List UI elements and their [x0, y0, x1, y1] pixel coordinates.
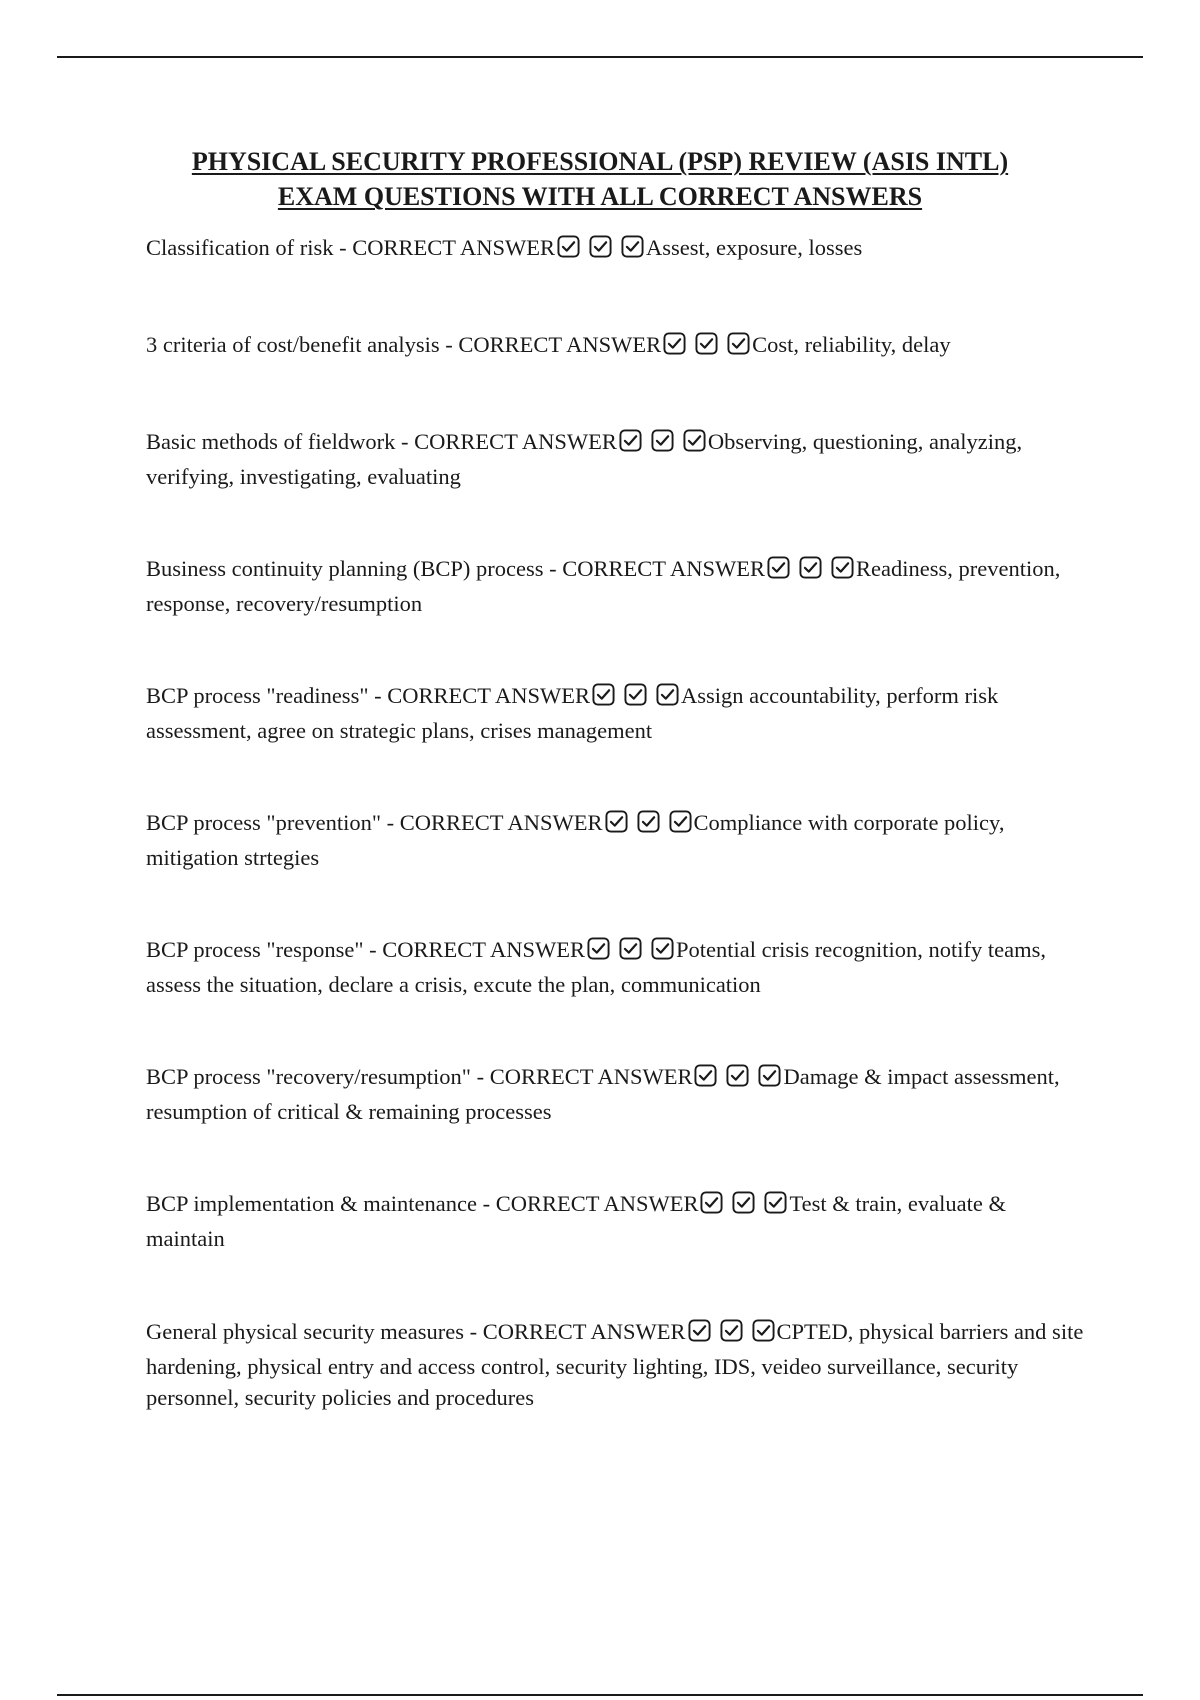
correct-answer-label: CORRECT ANSWER	[489, 1064, 693, 1089]
correct-answer-label: CORRECT ANSWER	[495, 1191, 699, 1216]
checked-box-icon	[651, 429, 674, 452]
check-marks	[557, 235, 645, 267]
qa-entry: BCP implementation & maintenance - CORRECT ANSWER Test & train, evaluate & maintain	[146, 1191, 1006, 1251]
qa-entry: BCP process "readiness" - CORRECT ANSWER Assign accountability, perform risk assessment, agree on strategic plans, crises management	[146, 683, 999, 743]
checked-box-icon	[587, 937, 610, 960]
qa-term: Classification of risk	[146, 235, 334, 260]
checked-box-icon	[621, 235, 644, 258]
qa-answer: Test & train, evaluate & maintain	[146, 1191, 1006, 1251]
qa-answer: Readiness, prevention, response, recovery/resumption	[146, 556, 1061, 616]
checked-box-icon	[720, 1319, 743, 1342]
qa-term: BCP process "readiness"	[146, 683, 369, 708]
correct-answer-label: CORRECT ANSWER	[387, 683, 591, 708]
checked-box-icon	[726, 1064, 749, 1087]
qa-term: BCP process "recovery/resumption"	[146, 1064, 471, 1089]
checked-box-icon	[624, 683, 647, 706]
qa-answer: Observing, questioning, analyzing, verifying, investigating, evaluating	[146, 429, 1023, 489]
checked-box-icon	[656, 683, 679, 706]
check-marks	[592, 683, 680, 715]
bottom-rule	[57, 1694, 1143, 1696]
checked-box-icon	[619, 937, 642, 960]
checked-box-icon	[799, 556, 822, 579]
checked-box-icon	[767, 556, 790, 579]
qa-term: Basic methods of fieldwork	[146, 429, 396, 454]
correct-answer-label: CORRECT ANSWER	[562, 556, 765, 581]
correct-answer-label: CORRECT ANSWER	[352, 235, 555, 260]
checked-box-icon	[663, 332, 686, 355]
qa-entry: BCP process "recovery/resumption" - CORRECT ANSWER Damage & impact assessment, resumption of critical & remaining processes	[146, 1064, 1060, 1124]
checked-box-icon	[694, 1064, 717, 1087]
title-line-2: EXAM QUESTIONS WITH ALL CORRECT ANSWERS	[277, 182, 923, 211]
checked-box-icon	[683, 429, 706, 452]
check-marks	[605, 810, 693, 842]
document-title	[120, 144, 1080, 214]
top-rule	[57, 56, 1143, 58]
qa-answer: Assest, exposure, losses	[645, 235, 863, 260]
checked-box-icon	[695, 332, 718, 355]
qa-answer: Compliance with corporate policy, mitigation strtegies	[146, 810, 1005, 870]
checked-box-icon	[688, 1319, 711, 1342]
checked-box-icon	[589, 235, 612, 258]
qa-term: BCP process "response"	[146, 937, 364, 962]
checked-box-icon	[831, 556, 854, 579]
qa-entry: BCP process "response" - CORRECT ANSWER Potential crisis recognition, notify teams, assess the situation, declare a crisis, excute the plan, communication	[146, 937, 1046, 997]
check-marks	[700, 1191, 788, 1223]
qa-term: 3 criteria of cost/benefit analysis	[146, 332, 440, 357]
check-marks	[688, 1319, 776, 1351]
qa-entry: 3 criteria of cost/benefit analysis - CORRECT ANSWER Cost, reliability, delay	[146, 329, 1086, 364]
qa-answer: Damage & impact assessment, resumption of critical & remaining processes	[146, 1064, 1060, 1124]
checked-box-icon	[732, 1191, 755, 1214]
checked-box-icon	[727, 332, 750, 355]
checked-box-icon	[758, 1064, 781, 1087]
checked-box-icon	[669, 810, 692, 833]
qa-term: BCP process "prevention"	[146, 810, 382, 835]
qa-entry: General physical security measures - CORRECT ANSWER CPTED, physical barriers and site hardening, physical entry and access control, security lighting, IDS, veideo surveillance, security personnel, security policies and procedures	[146, 1319, 1084, 1410]
title-line-1: PHYSICAL SECURITY PROFESSIONAL (PSP) REVIEW (ASIS INTL)	[191, 147, 1009, 176]
check-marks	[767, 556, 855, 588]
qa-entry: Classification of risk - CORRECT ANSWER Assest, exposure, losses	[146, 232, 1086, 267]
checked-box-icon	[619, 429, 642, 452]
checked-box-icon	[605, 810, 628, 833]
qa-answer: CPTED, physical barriers and site hardening, physical entry and access control, security lighting, IDS, veideo surveillance, security personnel, security policies and procedures	[146, 1319, 1084, 1410]
qa-term: General physical security measures	[146, 1319, 464, 1344]
qa-answer: Cost, reliability, delay	[752, 332, 951, 357]
qa-answer: Potential crisis recognition, notify teams, assess the situation, declare a crisis, excute the plan, communication	[146, 937, 1046, 997]
check-marks	[663, 332, 751, 364]
qa-entry: BCP process "prevention" - CORRECT ANSWER Compliance with corporate policy, mitigation strtegies	[146, 810, 1005, 870]
checked-box-icon	[764, 1191, 787, 1214]
correct-answer-label: CORRECT ANSWER	[414, 429, 617, 454]
qa-answer: Assign accountability, perform risk assessment, agree on strategic plans, crises management	[146, 683, 999, 743]
correct-answer-label: CORRECT ANSWER	[399, 810, 603, 835]
check-marks	[619, 429, 707, 461]
correct-answer-label: CORRECT ANSWER	[382, 937, 586, 962]
checked-box-icon	[592, 683, 615, 706]
checked-box-icon	[637, 810, 660, 833]
checked-box-icon	[557, 235, 580, 258]
checked-box-icon	[700, 1191, 723, 1214]
qa-entry: Business continuity planning (BCP) process - CORRECT ANSWER Readiness, prevention, response, recovery/resumption	[146, 556, 1061, 616]
qa-term: BCP implementation & maintenance	[146, 1191, 477, 1216]
qa-entry: Basic methods of fieldwork - CORRECT ANSWER Observing, questioning, analyzing, verifying, investigating, evaluating	[146, 429, 1023, 489]
checked-box-icon	[752, 1319, 775, 1342]
correct-answer-label: CORRECT ANSWER	[482, 1319, 686, 1344]
checked-box-icon	[651, 937, 674, 960]
correct-answer-label: CORRECT ANSWER	[458, 332, 662, 357]
check-marks	[694, 1064, 782, 1096]
qa-term: Business continuity planning (BCP) process	[146, 556, 544, 581]
check-marks	[587, 937, 675, 969]
